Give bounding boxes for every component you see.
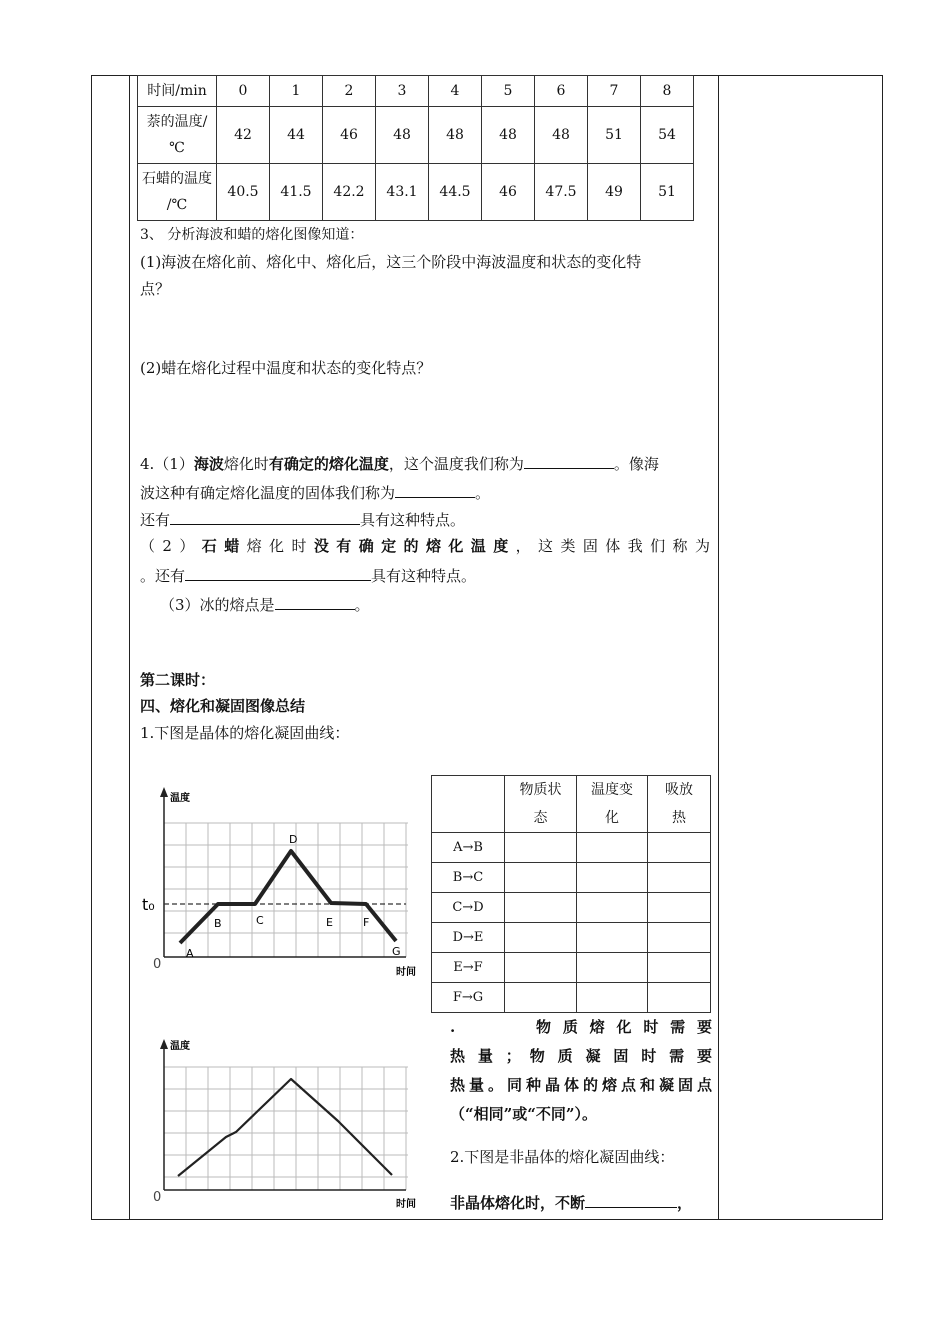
cell: 46 (482, 164, 535, 221)
y-axis-arrow (160, 1039, 168, 1049)
q4-line5 (140, 564, 476, 586)
x-axis-label: 时间 (396, 967, 416, 978)
text: 波这种有确定熔化温度的固体我们称为 (140, 484, 396, 502)
cell: 41.5 (270, 164, 323, 221)
amorphous-curve (178, 1079, 392, 1176)
x-axis-label: 时间 (396, 1199, 416, 1210)
blank-ice-melting-point[interactable] (275, 593, 355, 610)
row-label: D→E (432, 923, 505, 953)
cell: 2 (323, 76, 376, 107)
blank-amorphous-melting[interactable] (585, 1191, 677, 1208)
blank-melting-point-term[interactable] (524, 452, 614, 469)
row-label: A→B (432, 833, 505, 863)
blank-amorphous-examples[interactable] (185, 564, 371, 581)
lesson2-title: 第二课时： (140, 671, 216, 689)
q4-line3 (140, 508, 465, 530)
text: 。 (475, 484, 491, 502)
cell: 0 (217, 76, 270, 107)
cell[interactable] (648, 923, 711, 953)
cell[interactable] (648, 953, 711, 983)
left-column-divider (129, 75, 130, 1220)
q4-line1 (140, 452, 659, 474)
cell: 51 (641, 164, 694, 221)
cell: 48 (376, 107, 429, 164)
summary-line3: 热量。同种晶体的熔点和凝固点 (450, 1076, 712, 1094)
cell: 48 (482, 107, 535, 164)
text: 4.（1） (140, 455, 194, 473)
cell: 3 (376, 76, 429, 107)
table-row (138, 164, 694, 221)
cell[interactable] (648, 983, 711, 1013)
cell: 7 (588, 76, 641, 107)
table-row (138, 107, 694, 164)
text: 具有这种特点。 (360, 511, 466, 529)
cell: 42 (217, 107, 270, 164)
table-row (432, 923, 711, 953)
row-label: F→G (432, 983, 505, 1013)
item1-text: 1.下图是晶体的熔化凝固曲线： (140, 724, 350, 742)
cell[interactable] (577, 893, 648, 923)
item2-text: 2.下图是非晶体的熔化凝固曲线： (450, 1148, 675, 1166)
summary-line4: （“相同”或“不同”）。 (450, 1105, 598, 1123)
text: ，这类固体我们称为 (515, 537, 710, 555)
q3-part1-line1: (1)海波在熔化前、熔化中、熔化后，这三个阶段中海波温度和状态的变化特 (140, 253, 642, 271)
cell[interactable] (648, 833, 711, 863)
q3-part1-line2: 点？ (140, 280, 171, 298)
cell[interactable] (577, 863, 648, 893)
cell: 48 (535, 107, 588, 164)
table-row (432, 863, 711, 893)
label-part: /℃ (166, 197, 188, 213)
cell: 5 (482, 76, 535, 107)
row-label (138, 107, 217, 164)
table-row (432, 893, 711, 923)
cell: 48 (429, 107, 482, 164)
temperature-table (137, 75, 694, 221)
t0-label: t₀ (142, 895, 155, 914)
header-state: 物质状 态 (505, 776, 577, 833)
crystal-melting-graph (142, 775, 416, 987)
point-label-g: G (392, 945, 401, 958)
summary-dot: . (450, 1018, 456, 1036)
text: 石蜡 (201, 537, 247, 555)
text: 熔化时 (223, 455, 269, 473)
text: （3）冰的熔点是 (160, 596, 275, 614)
text: ， (677, 1194, 693, 1212)
table-row (432, 953, 711, 983)
cell: 43.1 (376, 164, 429, 221)
text: 。 (354, 596, 370, 614)
q3-title: 3、 分析海波和蜡的熔化图像知道： (140, 227, 364, 243)
summary-line5 (450, 1191, 692, 1213)
text: 没有确定的熔化温度 (313, 537, 516, 555)
cell[interactable] (577, 923, 648, 953)
cell: 44 (270, 107, 323, 164)
cell[interactable] (648, 863, 711, 893)
point-label-a: A (186, 947, 194, 960)
y-axis-label: 温度 (170, 1041, 190, 1052)
cell[interactable] (505, 893, 577, 923)
table-row (432, 776, 711, 833)
origin-label: 0 (153, 1190, 162, 1205)
cell: 46 (323, 107, 376, 164)
corner-cell (432, 776, 505, 833)
row-label (138, 164, 217, 221)
grid (164, 1067, 408, 1190)
y-axis-arrow (160, 787, 168, 797)
cell: 4 (429, 76, 482, 107)
cell: 8 (641, 76, 694, 107)
point-label-f: F (363, 916, 370, 929)
text: 熔化时 (246, 537, 314, 555)
crystal-curve (180, 851, 396, 943)
cell[interactable] (577, 983, 648, 1013)
blank-crystal-examples[interactable] (170, 508, 360, 525)
section-heading: 四、熔化和凝固图像总结 (140, 697, 306, 715)
q4-line2 (140, 481, 490, 503)
text: 还有 (140, 511, 171, 529)
amorphous-melting-graph (148, 1033, 416, 1213)
y-axis-label: 温度 (170, 793, 190, 804)
q4-line4 (140, 535, 710, 556)
q4-line6 (160, 593, 370, 615)
summary-line1: 物 质 熔 化 时 需 要 (536, 1018, 712, 1036)
header-temperature: 温度变 化 (577, 776, 648, 833)
row-label: C→D (432, 893, 505, 923)
table-row (432, 833, 711, 863)
text: 。像海 (613, 455, 659, 473)
cell[interactable] (505, 923, 577, 953)
state-change-table (431, 775, 711, 1013)
text: 非晶体熔化时，不断 (450, 1194, 586, 1212)
table-row (138, 76, 694, 107)
cell[interactable] (648, 893, 711, 923)
text: 具有这种特点。 (371, 567, 477, 585)
cell[interactable] (505, 833, 577, 863)
cell: 42.2 (323, 164, 376, 221)
blank-crystal-term[interactable] (395, 481, 475, 498)
q3-part2: (2)蜡在熔化过程中温度和状态的变化特点？ (140, 359, 432, 377)
point-label-b: B (214, 917, 222, 930)
cell[interactable] (577, 833, 648, 863)
cell[interactable] (505, 953, 577, 983)
cell: 54 (641, 107, 694, 164)
text: ，这个温度我们称为 (388, 455, 524, 473)
label-part: 萘的温度/ (146, 114, 208, 130)
row-label: B→C (432, 863, 505, 893)
cell: 51 (588, 107, 641, 164)
cell: 49 (588, 164, 641, 221)
text: 。还有 (140, 567, 186, 585)
row-label: E→F (432, 953, 505, 983)
text: 海波 (193, 455, 224, 473)
point-label-d: D (289, 833, 298, 846)
cell: 1 (270, 76, 323, 107)
cell[interactable] (505, 863, 577, 893)
table-row (432, 983, 711, 1013)
text: 有确定的熔化温度 (268, 455, 389, 473)
right-column-divider (718, 75, 719, 1220)
cell: 6 (535, 76, 588, 107)
point-label-c: C (256, 914, 264, 927)
label-part: 石蜡的温度 (142, 171, 212, 187)
header-heat: 吸放 热 (648, 776, 711, 833)
cell: 44.5 (429, 164, 482, 221)
label-part: ℃ (169, 140, 185, 156)
cell: 47.5 (535, 164, 588, 221)
row-label: 时间/min (138, 76, 217, 107)
point-label-e: E (326, 916, 333, 929)
summary-line2: 热 量 ； 物 质 凝 固 时 需 要 (450, 1047, 712, 1065)
grid (164, 823, 408, 957)
cell: 40.5 (217, 164, 270, 221)
text: （2） (140, 537, 202, 555)
cell[interactable] (577, 953, 648, 983)
cell[interactable] (505, 983, 577, 1013)
origin-label: 0 (153, 957, 162, 972)
